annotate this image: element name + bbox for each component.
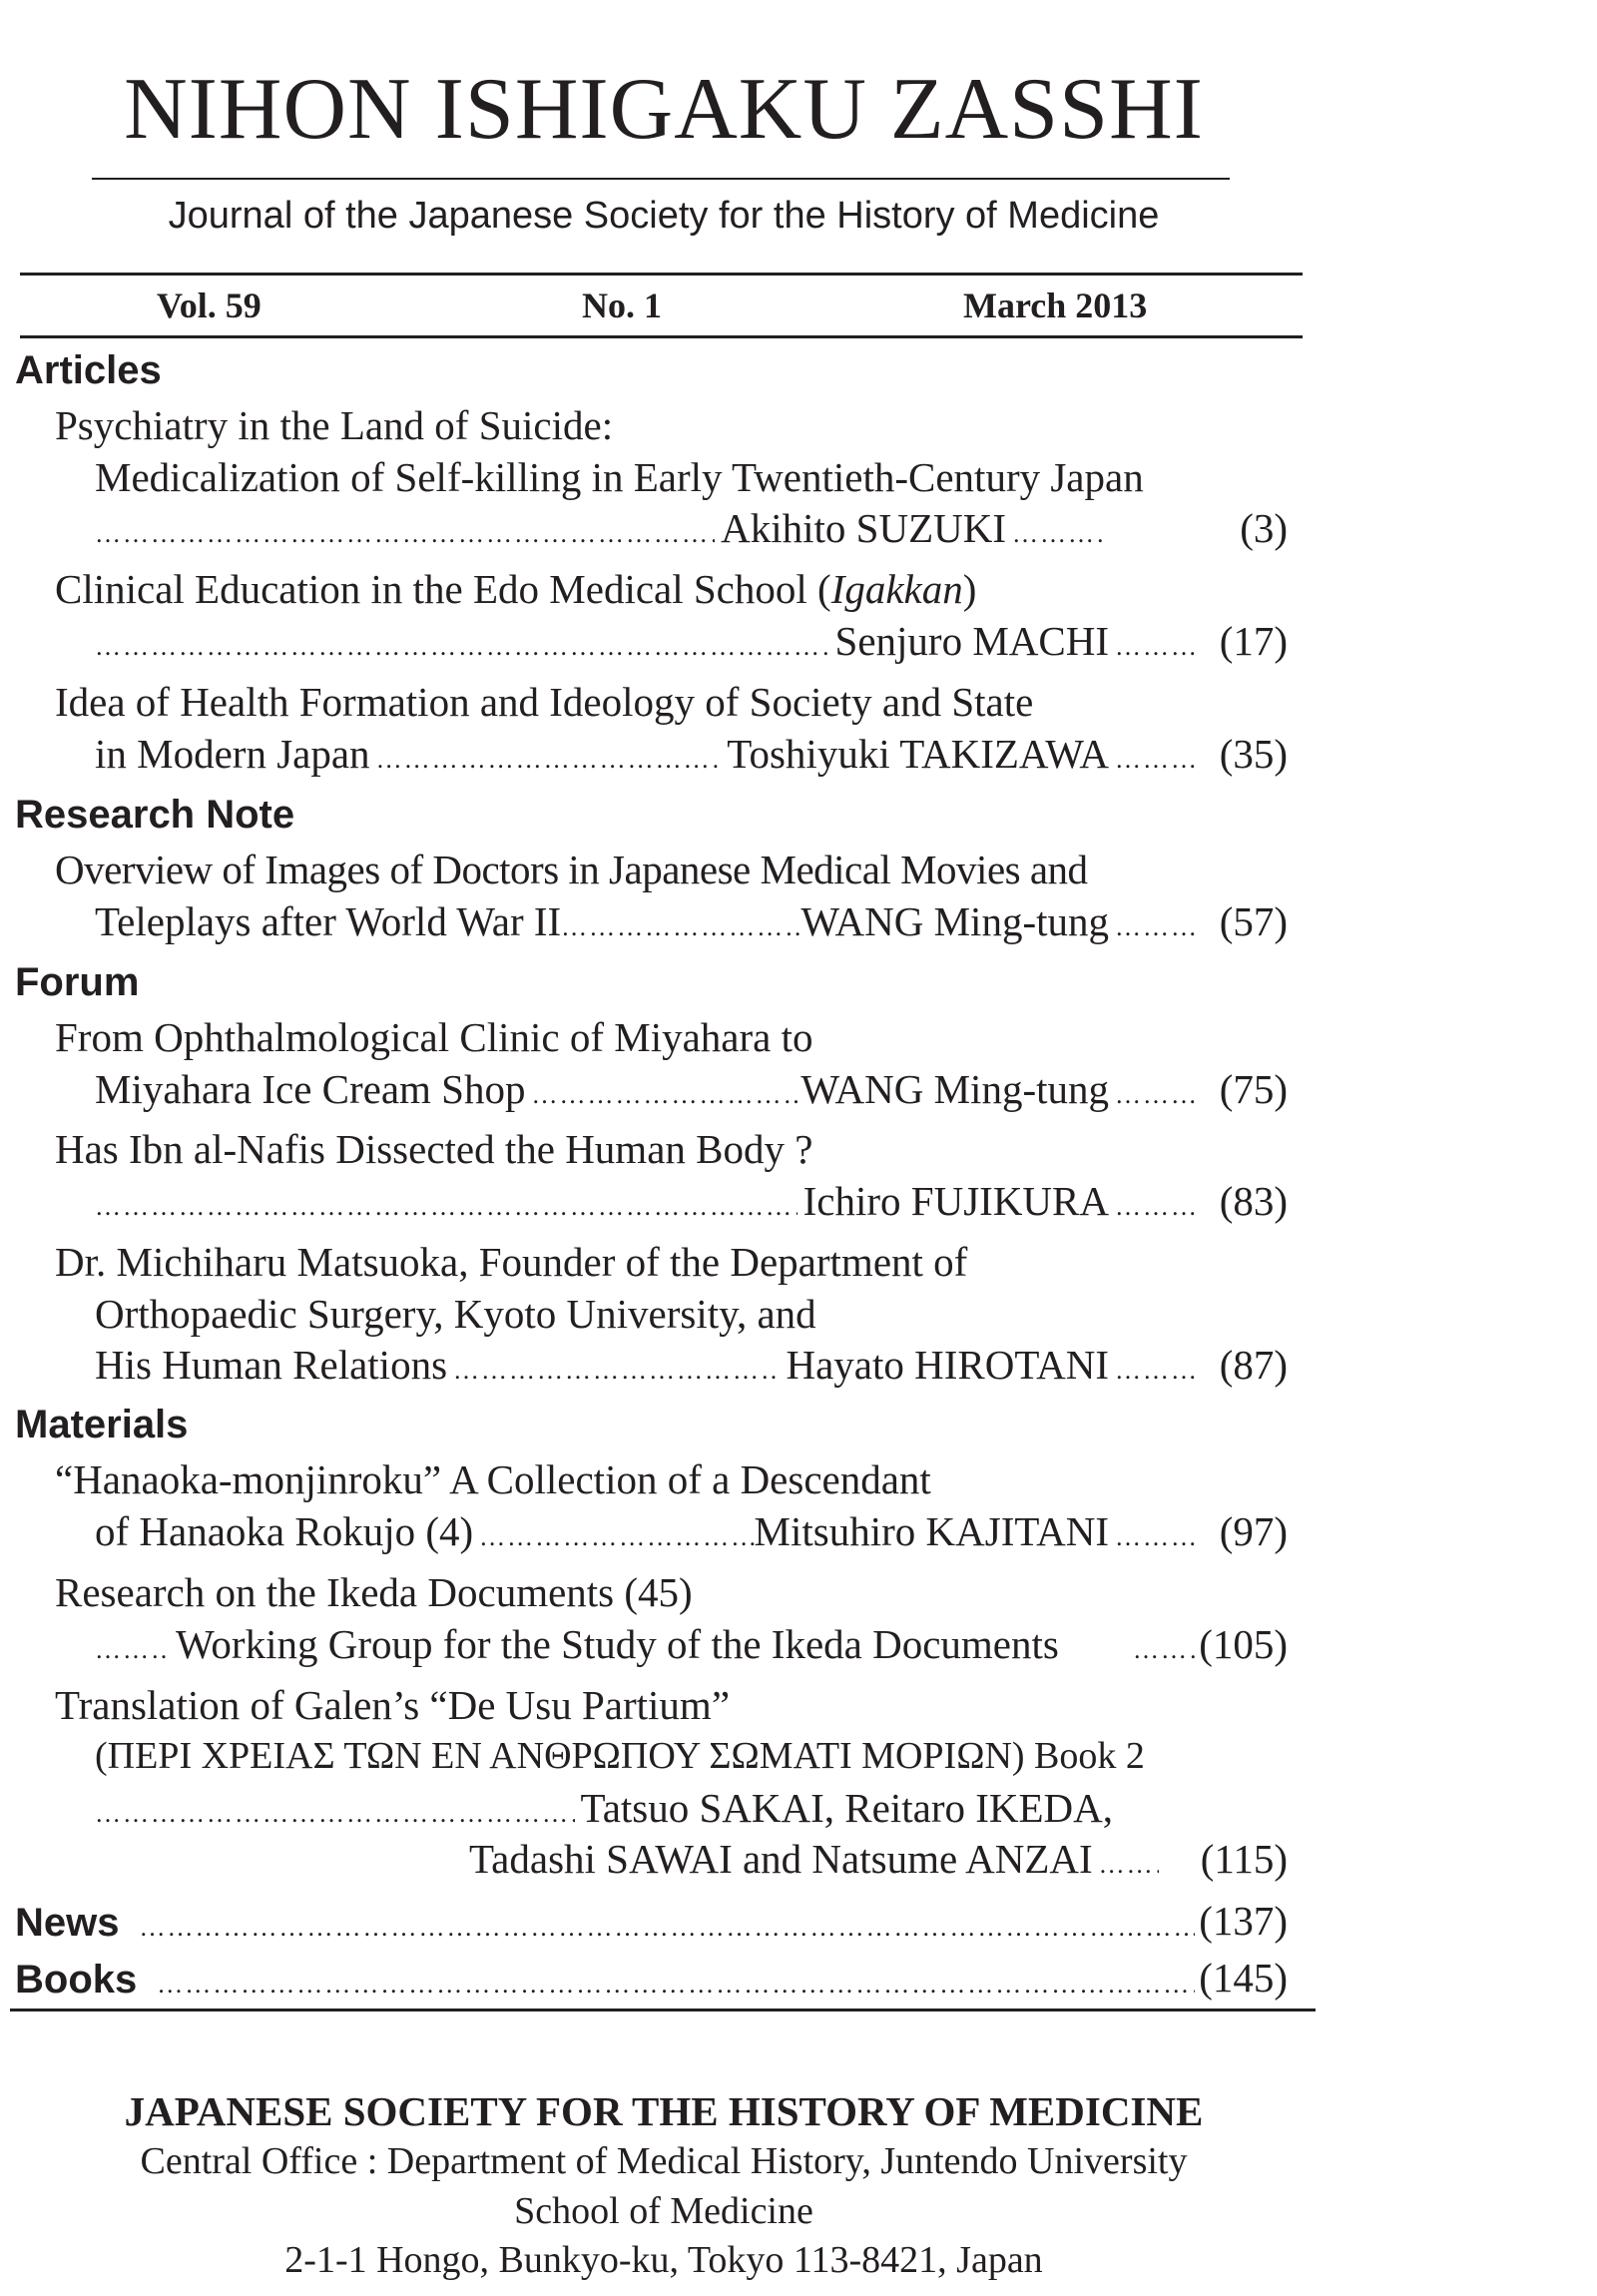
section-forum: Forum <box>15 960 140 1004</box>
leader-dots <box>1115 914 1195 940</box>
journal-subtitle: Journal of the Japanese Society for the History of Medicine <box>168 195 1160 237</box>
issue-date: March 2013 <box>963 286 1148 325</box>
section-books: Books <box>15 1958 138 2002</box>
entry-page: (57) <box>1219 898 1288 944</box>
entry-page: (17) <box>1219 618 1288 664</box>
issue-bottom-rule <box>20 335 1303 338</box>
entry-author-line <box>95 1178 1201 1224</box>
issue-number: No. 1 <box>582 286 662 325</box>
entry-title-line: Medicalization of Self-killing in Early Twentieth-Century Japan <box>95 454 1144 500</box>
entry-title-line: Dr. Michiharu Matsuoka, Founder of the Department of <box>55 1239 968 1285</box>
leader-dots <box>1012 521 1107 547</box>
leader-dots <box>1115 1194 1195 1220</box>
entry-title-line: Psychiatry in the Land of Suicide: <box>55 402 614 448</box>
office-line: School of Medicine <box>514 2190 813 2232</box>
entry-author: Mitsuhiro KAJITANI <box>754 1508 1109 1554</box>
entry-title-line: Research on the Ikeda Documents (45) <box>55 1569 693 1615</box>
entry-author-line <box>95 1785 1113 1831</box>
volume-label: Vol. 59 <box>157 286 262 325</box>
entry-title-line: Clinical Education in the Edo Medical School (Igakkan) <box>55 566 977 612</box>
entry-page: (115) <box>1200 1836 1288 1882</box>
leader-dots <box>1115 634 1195 660</box>
leader-dots <box>1133 1637 1195 1663</box>
entry-title-tail: His Human Relations <box>95 1342 448 1388</box>
entry-author-line <box>95 505 1113 551</box>
books-row <box>15 1958 1201 2003</box>
leader-dots <box>1115 747 1195 773</box>
entry-page: (87) <box>1219 1342 1288 1388</box>
entry-author-line <box>95 731 1201 777</box>
entry-author-line <box>469 1836 1201 1882</box>
office-line: Central Office : Department of Medical History, Juntendo University <box>140 2140 1188 2182</box>
entry-title-line: Idea of Health Formation and Ideology of Society and State <box>55 679 1034 725</box>
address-line: 2-1-1 Hongo, Bunkyo-ku, Tokyo 113-8421, Japan <box>284 2239 1043 2281</box>
society-name: JAPANESE SOCIETY FOR THE HISTORY OF MEDICINE <box>124 2088 1204 2134</box>
entry-author: Tatsuo SAKAI, Reitaro IKEDA, <box>580 1785 1113 1831</box>
section-news: News <box>15 1901 120 1945</box>
entry-title-line: Has Ibn al-Nafis Dissected the Human Body ? <box>55 1126 813 1172</box>
entry-title-line: From Ophthalmological Clinic of Miyahara to <box>55 1014 813 1060</box>
entry-page: (3) <box>1240 505 1288 551</box>
entry-title-tail: Teleplays after World War II <box>95 898 562 944</box>
entry-title-line: Orthopaedic Surgery, Kyoto University, and <box>95 1291 816 1337</box>
entry-author-line <box>95 1342 1201 1388</box>
entry-author: Akihito SUZUKI <box>721 505 1006 551</box>
leader-dots <box>531 1082 800 1108</box>
leader-dots <box>95 1637 170 1663</box>
entry-page: (83) <box>1219 1178 1288 1224</box>
news-page: (137) <box>1199 1898 1288 1944</box>
entry-title-tail: of Hanaoka Rokujo (4) <box>95 1508 474 1554</box>
title-rule <box>92 178 1230 180</box>
entry-author: Toshiyuki TAKIZAWA <box>727 731 1109 777</box>
entry-author: WANG Ming-tung <box>800 1066 1109 1112</box>
leader-dots <box>376 747 722 773</box>
entry-page: (97) <box>1219 1508 1288 1554</box>
section-materials: Materials <box>15 1403 189 1446</box>
entry-author: Hayato HIROTANI <box>786 1342 1109 1388</box>
leader-dots <box>453 1358 780 1384</box>
entry-author: Ichiro FUJIKURA <box>802 1178 1109 1224</box>
leader-dots <box>479 1524 754 1550</box>
entry-author-line <box>95 1508 1201 1554</box>
entry-author: Working Group for the Study of the Ikeda Documents <box>176 1621 1059 1667</box>
entry-title-line: Translation of Galen’s “De Usu Partium” <box>55 1682 731 1728</box>
section-articles: Articles <box>15 348 162 392</box>
entry-author: Senjuro MACHI <box>834 618 1109 664</box>
issue-top-rule <box>20 273 1303 276</box>
leader-dots <box>1099 1852 1159 1878</box>
entry-author-line <box>95 1621 1201 1667</box>
contents-bottom-rule <box>10 2009 1316 2011</box>
leader-dots <box>95 1801 575 1827</box>
entry-page: (75) <box>1219 1066 1288 1112</box>
entry-title-line: (ΠΕΡΙ ΧΡΕΙΑΣ ΤΩΝ ΕΝ ΑΝΘΡΩΠΟΥ ΣΩΜΑΤΙ ΜΟΡΙΩΝ) Book 2 <box>95 1735 1145 1777</box>
entry-page: (105) <box>1199 1621 1288 1667</box>
leader-dots <box>95 521 715 547</box>
entry-title-line: Overview of Images of Doctors in Japanese Medical Movies and <box>55 847 1088 892</box>
entry-author: Tadashi SAWAI and Natsume ANZAI <box>469 1836 1093 1882</box>
leader-dots <box>1115 1524 1195 1550</box>
leader-dots <box>95 1194 798 1220</box>
leader-dots <box>140 1913 1196 1943</box>
entry-title-tail: Miyahara Ice Cream Shop <box>95 1066 526 1112</box>
books-page: (145) <box>1199 1955 1288 2001</box>
leader-dots <box>95 634 829 660</box>
entry-author: WANG Ming-tung <box>800 898 1109 944</box>
entry-title-tail: in Modern Japan <box>95 731 370 777</box>
entry-author-line <box>95 1066 1201 1112</box>
leader-dots <box>1115 1082 1195 1108</box>
entry-author-line <box>95 898 1201 944</box>
entry-page: (35) <box>1219 731 1288 777</box>
section-research-note: Research Note <box>15 793 295 837</box>
entry-author-line <box>95 618 1201 664</box>
leader-dots <box>1115 1358 1195 1384</box>
leader-dots <box>561 914 800 940</box>
journal-title: NIHON ISHIGAKU ZASSHI <box>124 61 1204 158</box>
entry-title-line: “Hanaoka-monjinroku” A Collection of a Descendant <box>55 1456 931 1502</box>
news-row <box>15 1901 1201 1946</box>
leader-dots <box>157 1970 1195 2000</box>
